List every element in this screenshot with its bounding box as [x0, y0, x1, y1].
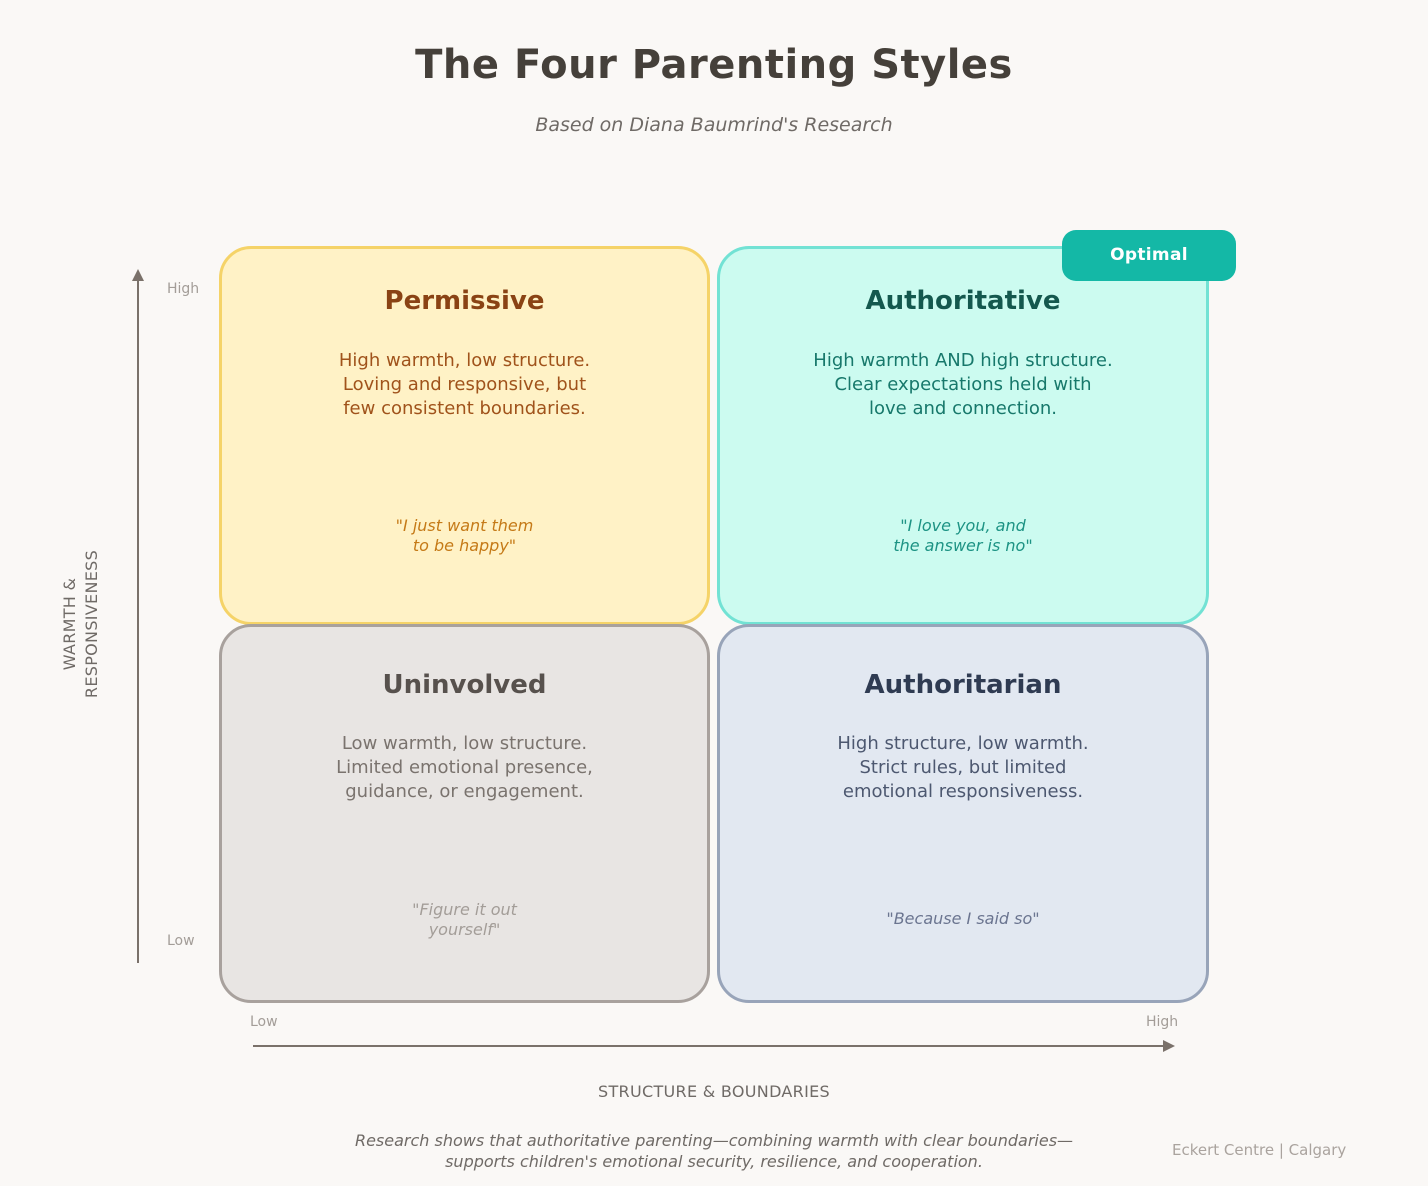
y-axis-low-label: Low	[167, 933, 195, 949]
description-line: few consistent boundaries.	[343, 398, 586, 419]
page-title: The Four Parenting Styles	[415, 42, 1013, 88]
x-axis-title: STRUCTURE & BOUNDARIES	[598, 1082, 830, 1101]
y-axis-title-line: WARMTH &	[60, 577, 79, 671]
quadrant-description	[222, 349, 707, 421]
x-axis-high-label: High	[1146, 1014, 1179, 1030]
quadrant-permissive	[219, 246, 710, 625]
page-subtitle: Based on Diana Baumrind's Research	[535, 114, 893, 136]
quadrant-uninvolved	[219, 624, 710, 1003]
y-axis-arrow-icon	[132, 269, 144, 281]
y-axis-title	[59, 550, 103, 698]
quadrant-authoritarian	[717, 624, 1209, 1003]
description-line: High warmth AND high structure.	[813, 350, 1113, 371]
quadrant-title: Permissive	[384, 286, 545, 316]
x-axis-line	[253, 1045, 1165, 1047]
y-axis-title-line: RESPONSIVENESS	[82, 549, 101, 699]
quote-line: "I just want them	[395, 516, 534, 535]
quote-line: the answer is no"	[893, 536, 1033, 555]
optimal-badge: Optimal	[1062, 230, 1236, 281]
credit-text: Eckert Centre | Calgary	[1172, 1141, 1347, 1159]
description-line: High structure, low warmth.	[837, 733, 1089, 754]
quadrant-description	[222, 732, 707, 804]
x-axis-low-label: Low	[250, 1014, 278, 1030]
quote-line: yourself"	[428, 920, 501, 939]
quote-line: "Figure it out	[412, 900, 517, 919]
y-axis-line	[137, 276, 139, 963]
quadrant-title: Authoritarian	[864, 670, 1062, 700]
quadrant-description	[720, 349, 1206, 421]
description-line: Limited emotional presence,	[336, 757, 593, 778]
y-axis-high-label: High	[167, 281, 200, 297]
quote-line: "I love you, and	[900, 516, 1026, 535]
quadrant-description	[720, 732, 1206, 804]
description-line: guidance, or engagement.	[345, 781, 584, 802]
quadrant-quote	[720, 909, 1206, 929]
description-line: High warmth, low structure.	[338, 350, 591, 371]
quadrant-authoritative	[717, 246, 1209, 625]
quadrant-quote	[222, 900, 707, 940]
description-line: emotional responsiveness.	[842, 781, 1084, 802]
description-line: Low warmth, low structure.	[341, 733, 588, 754]
quadrant-quote	[720, 516, 1206, 556]
quote-line: "Because I said so"	[886, 909, 1040, 928]
footnote-line: Research shows that authoritative parenting—combining warmth with clear boundaries—	[354, 1131, 1074, 1150]
description-line: love and connection.	[869, 398, 1057, 419]
quadrant-quote	[222, 516, 707, 556]
quadrant-title: Uninvolved	[382, 670, 547, 700]
description-line: Clear expectations held with	[834, 374, 1092, 395]
x-axis-arrow-icon	[1163, 1040, 1175, 1052]
quadrant-title: Authoritative	[865, 286, 1061, 316]
description-line: Loving and responsive, but	[342, 374, 587, 395]
quote-line: to be happy"	[412, 536, 517, 555]
footnote-line: supports children's emotional security, resilience, and cooperation.	[445, 1152, 983, 1171]
description-line: Strict rules, but limited	[859, 757, 1067, 778]
